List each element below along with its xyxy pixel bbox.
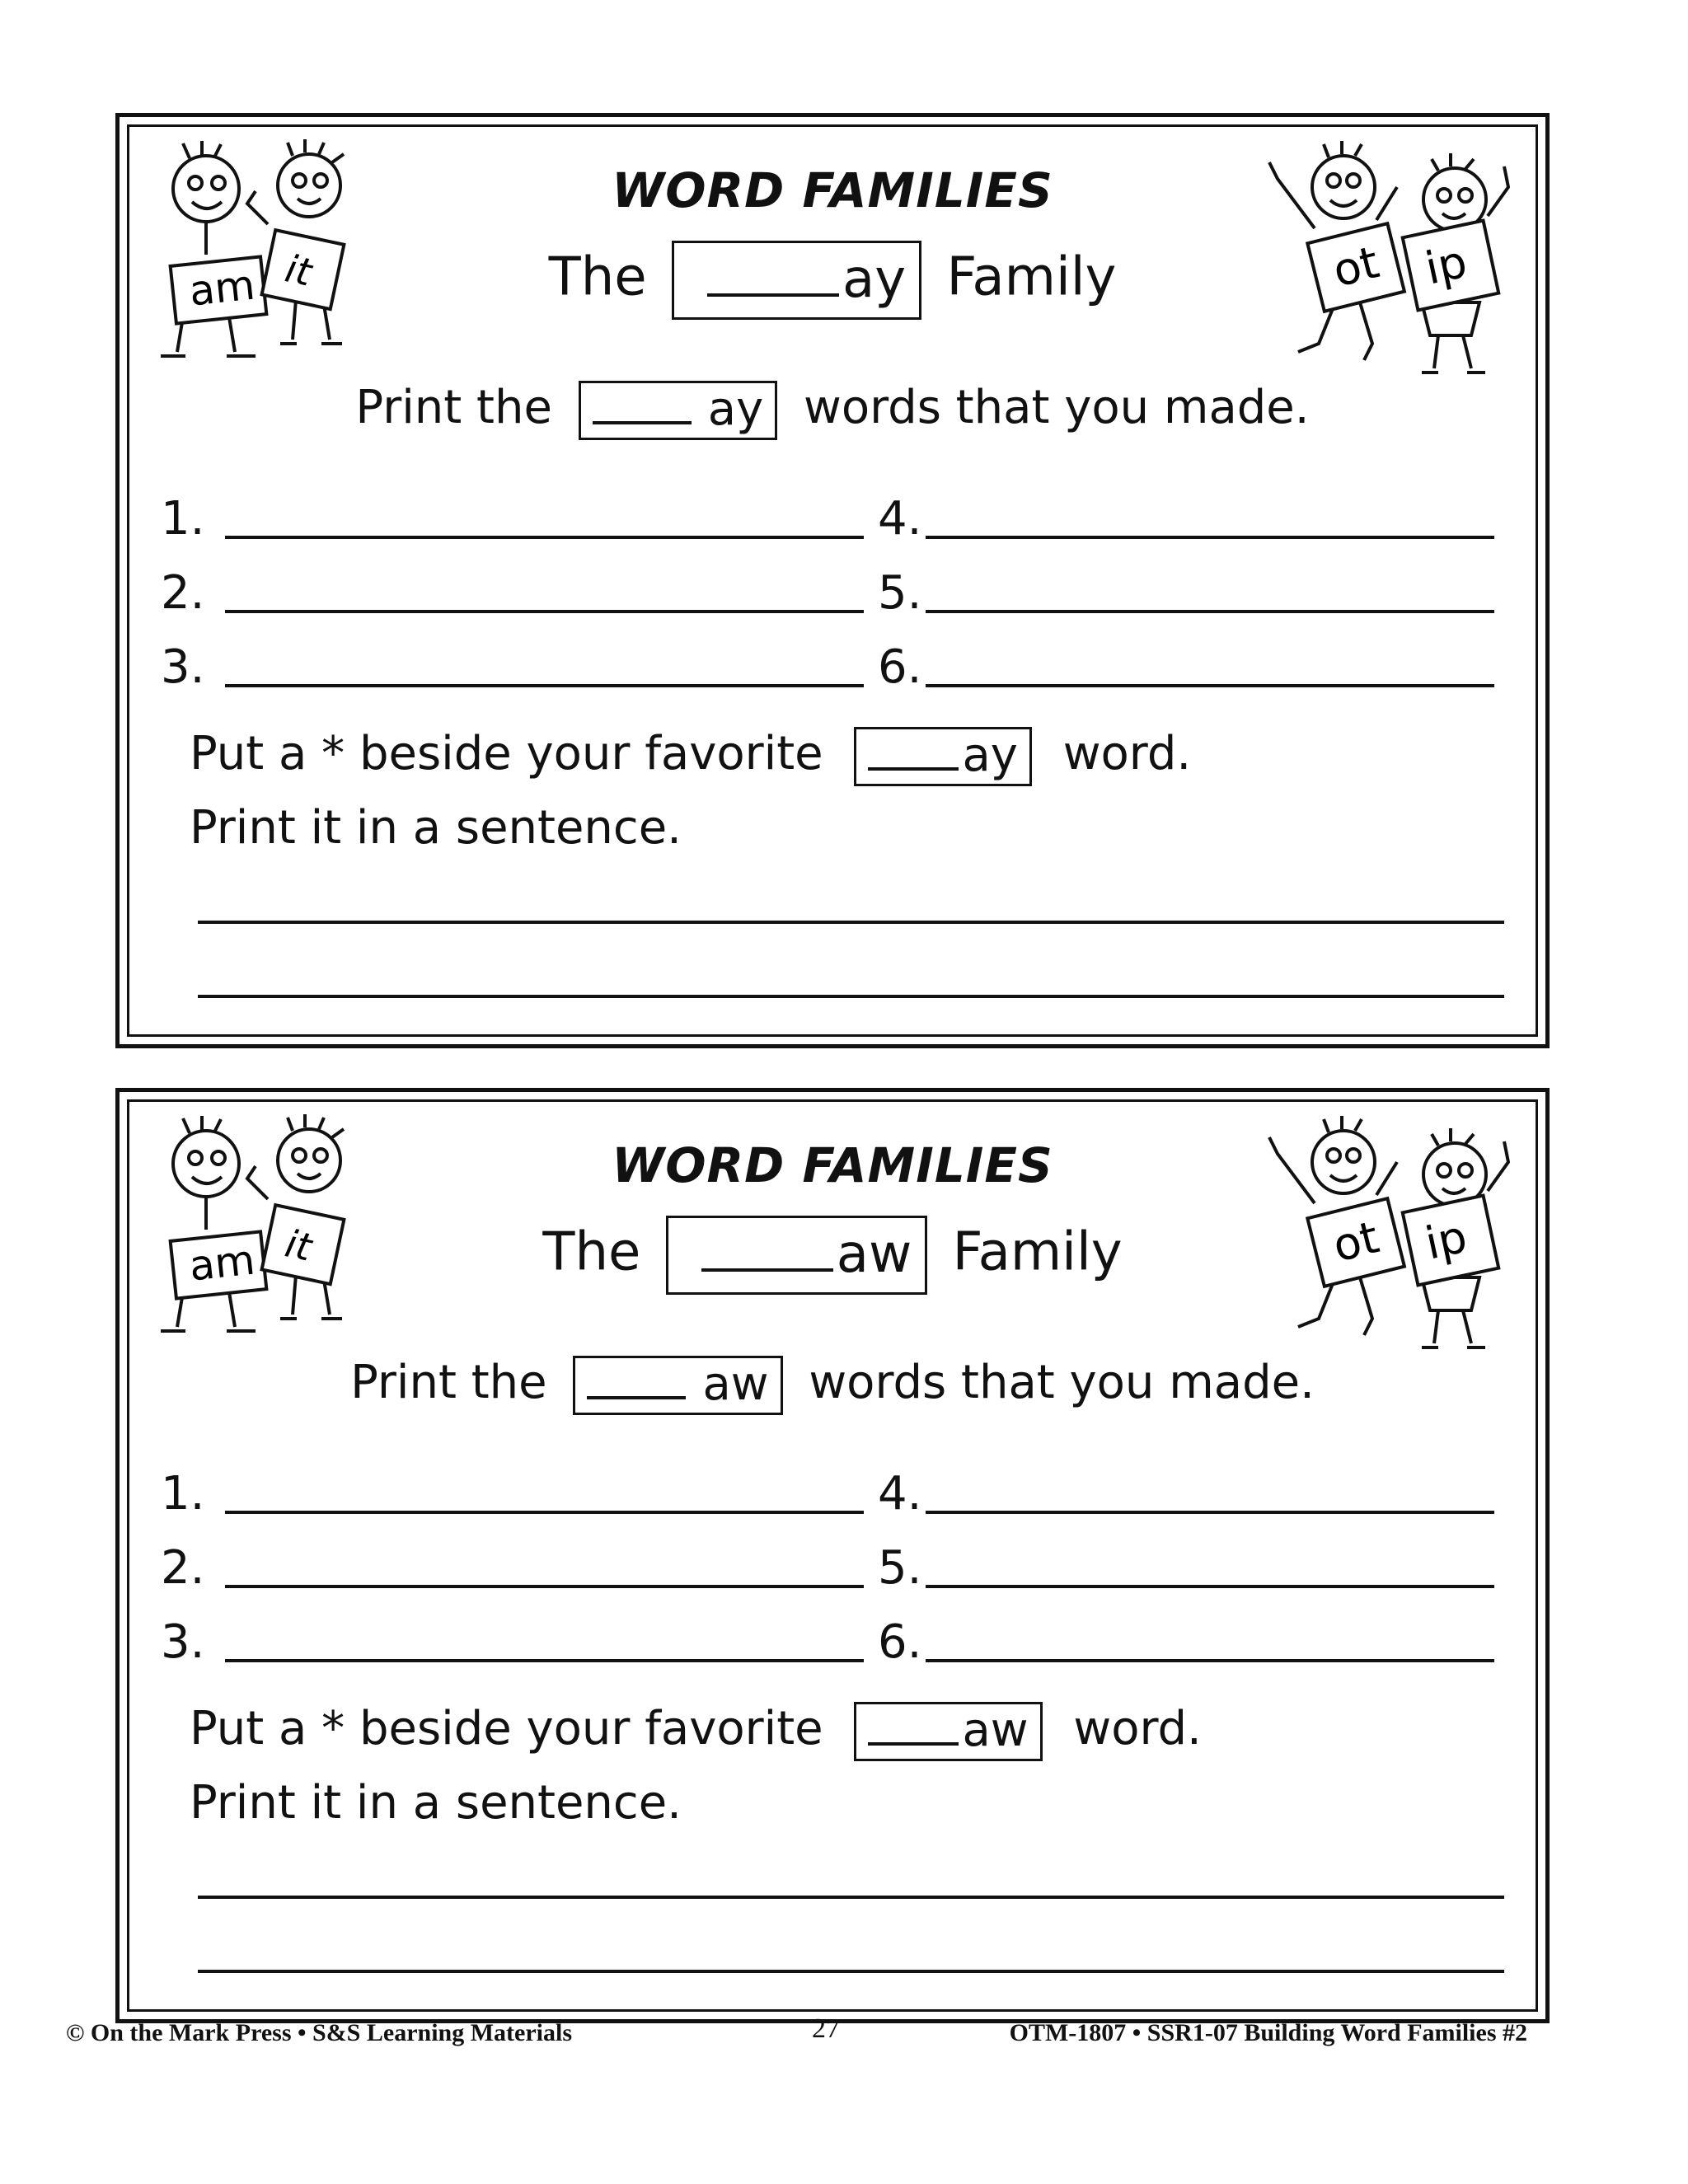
favorite-instruction: Put a * beside your favorite aw word.: [190, 1702, 1202, 1761]
cartoon-kids-left-icon: [144, 1113, 383, 1352]
sentence-line-2[interactable]: [198, 1970, 1504, 1973]
family-title: The ay Family: [120, 241, 1545, 320]
kids-right-illustration: [1253, 138, 1517, 388]
answer-line-2[interactable]: 2.: [161, 1541, 864, 1595]
kids-right-illustration: [1253, 1113, 1517, 1363]
answer-line-5[interactable]: 5.: [878, 1541, 1494, 1595]
sign-left-a: am: [186, 1235, 257, 1291]
card-heading: WORD FAMILIES: [612, 162, 1053, 218]
sentence-line-1[interactable]: [198, 921, 1504, 924]
answer-line-3[interactable]: 3.: [161, 1615, 864, 1669]
sign-right-b: ip: [1420, 235, 1472, 295]
family-blank-box: aw: [666, 1216, 928, 1295]
cartoon-kids-right-icon: [1253, 1113, 1517, 1360]
worksheet-card-aw: [115, 1088, 1550, 2023]
favorite-blank-box: ay: [854, 727, 1031, 786]
print-blank-box: aw: [573, 1356, 782, 1415]
print-blank-box: ay: [579, 381, 777, 440]
sign-left-a: am: [186, 260, 257, 316]
family-blank-box: ay: [672, 241, 921, 320]
cartoon-kids-left-icon: [144, 138, 383, 377]
sentence-line-2[interactable]: [198, 995, 1504, 998]
sign-right-a: ot: [1328, 1211, 1384, 1272]
worksheet-card-ay: [115, 113, 1550, 1048]
footer-right: OTM-1807 • SSR1-07 Building Word Families #2: [1009, 2019, 1527, 2046]
favorite-blank-box: aw: [854, 1702, 1042, 1761]
answer-line-1[interactable]: 1.: [161, 492, 864, 546]
favorite-instruction: Put a * beside your favorite ay word.: [190, 727, 1191, 786]
sentence-instruction: Print it in a sentence.: [190, 801, 682, 855]
sign-right-a: ot: [1328, 236, 1384, 298]
answer-line-1[interactable]: 1.: [161, 1467, 864, 1521]
card-heading: WORD FAMILIES: [612, 1137, 1053, 1193]
footer-page-number: 27: [812, 2013, 840, 2044]
cartoon-kids-right-icon: [1253, 138, 1517, 385]
answer-line-6[interactable]: 6.: [878, 640, 1494, 694]
answer-line-5[interactable]: 5.: [878, 566, 1494, 620]
sentence-line-1[interactable]: [198, 1896, 1504, 1899]
answer-line-4[interactable]: 4.: [878, 492, 1494, 546]
answer-line-6[interactable]: 6.: [878, 1615, 1494, 1669]
kids-left-illustration: [144, 1113, 383, 1355]
answer-line-4[interactable]: 4.: [878, 1467, 1494, 1521]
footer-left: © On the Mark Press • S&S Learning Materials: [66, 2019, 572, 2046]
kids-left-illustration: [144, 138, 383, 380]
sign-right-b: ip: [1420, 1210, 1472, 1270]
answer-line-2[interactable]: 2.: [161, 566, 864, 620]
sentence-instruction: Print it in a sentence.: [190, 1776, 682, 1830]
sign-left-b: it: [281, 1221, 316, 1270]
family-title: The aw Family: [120, 1216, 1545, 1295]
print-instruction: Print the ay words that you made.: [120, 381, 1545, 440]
print-instruction: Print the aw words that you made.: [120, 1356, 1545, 1415]
sign-left-b: it: [281, 246, 316, 295]
answer-line-3[interactable]: 3.: [161, 640, 864, 694]
